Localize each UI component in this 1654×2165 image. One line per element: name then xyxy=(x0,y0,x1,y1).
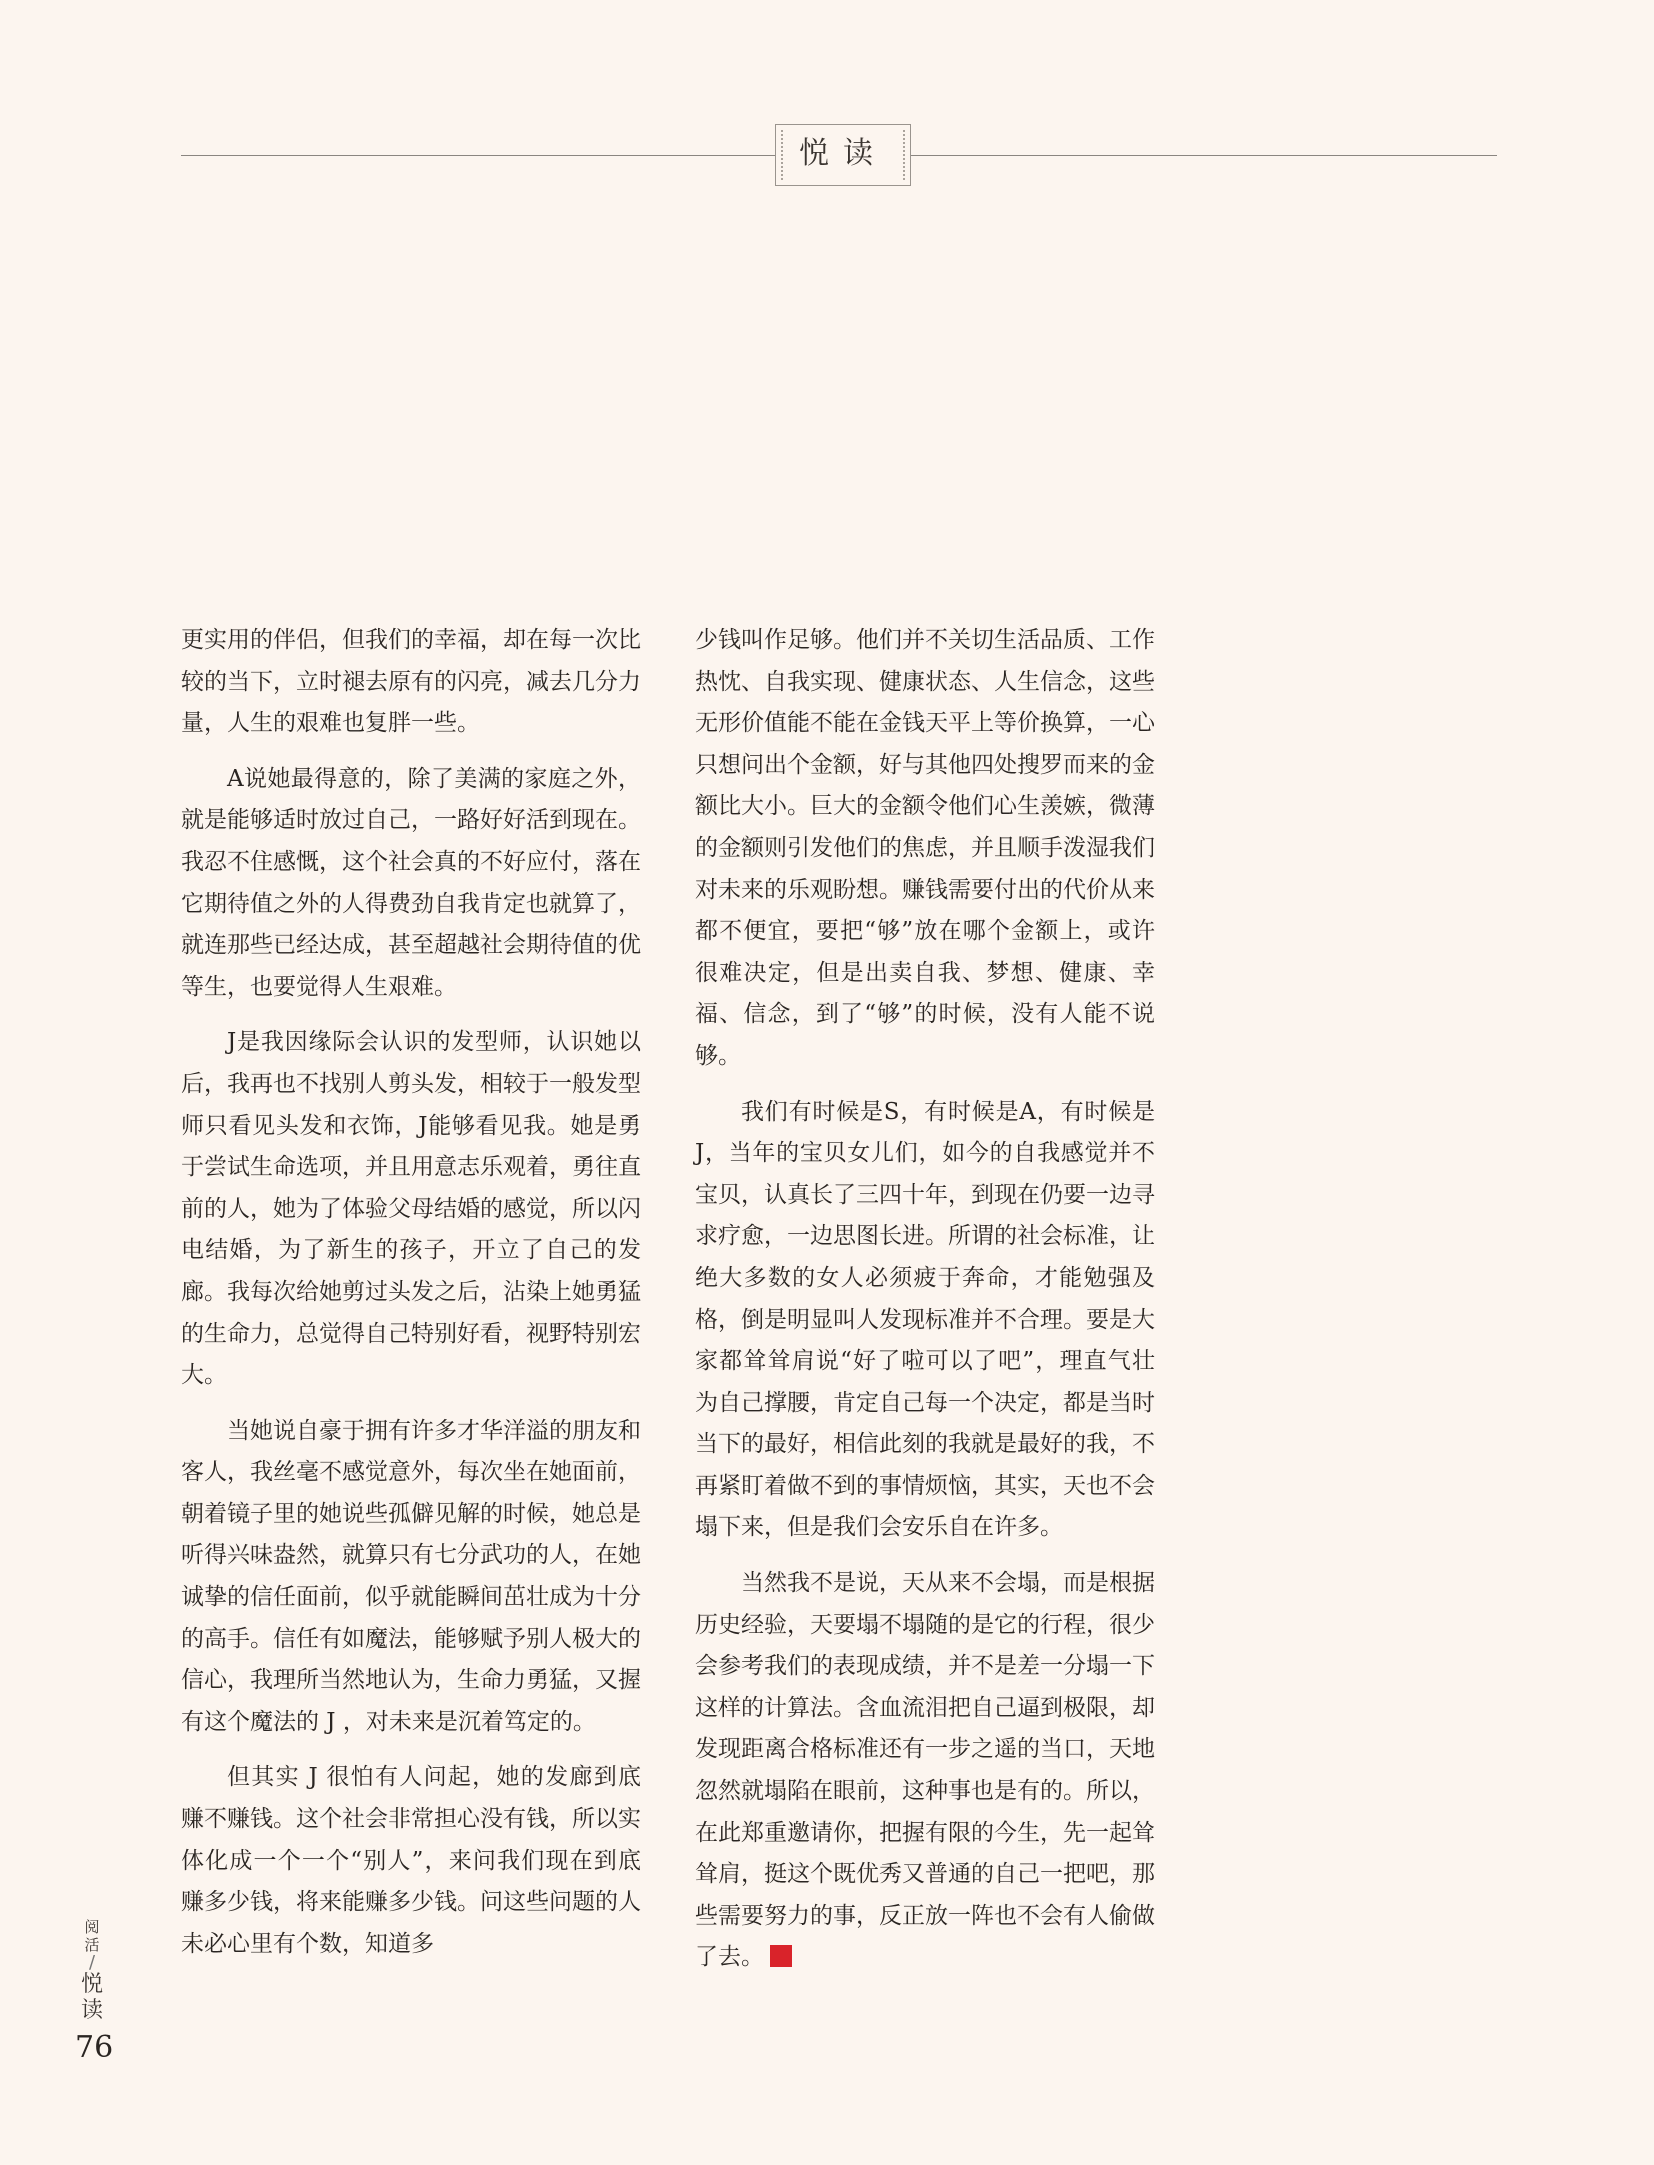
left-text-column xyxy=(181,620,641,1979)
header-rule-right xyxy=(911,155,1497,156)
paragraph-last xyxy=(695,1563,1155,1979)
paragraph: 但其实 J 很怕有人问起，她的发廊到底赚不赚钱。这个社会非常担心没有钱，所以实体化成一个一个“别人”，来问我们现在到底赚多少钱，将来能赚多少钱。问这些问题的人未必心里有个数，知道多 xyxy=(181,1764,641,1957)
section-header-box xyxy=(775,124,911,186)
paragraph: 我们有时候是S，有时候是A，有时候是J，当年的宝贝女儿们，如今的自我感觉并不宝贝，认真长了三四十年，到现在仍要一边寻求疗愈，一边思图长进。所谓的社会标准，让绝大多数的女人必须疲于奔命，才能勉强及格，倒是明显叫人发现标准并不合理。要是大家都耸耸肩说“好了啦可以了吧”，理直气壮为自己撑腰，肯定自己每一个决定，都是当时当下的最好，相信此刻的我就是最好的我，不再紧盯着做不到的事情烦恼，其实，天也不会塌下来，但是我们会安乐自在许多。 xyxy=(695,1098,1155,1541)
footer-section-label xyxy=(80,1918,104,2024)
paragraph: J是我因缘际会认识的发型师，认识她以后，我再也不找别人剪头发，相较于一般发型师只看见头发和衣饰，J能够看见我。她是勇于尝试生命选项，并且用意志乐观着，勇往直前的人，她为了体验父母结婚的感觉，所以闪电结婚，为了新生的孩子，开立了自己的发廊。我每次给她剪过头发之后，沾染上她勇猛的生命力，总觉得自己特别好看，视野特别宏大。 xyxy=(181,1029,641,1389)
section-header-title: 悦读 xyxy=(799,136,887,171)
section-label-divider: / xyxy=(88,1952,96,1973)
end-of-article-mark xyxy=(770,1945,792,1967)
paragraph: 少钱叫作足够。他们并不关切生活品质、工作热忱、自我实现、健康状态、人生信念，这些无形价值能不能在金钱天平上等价换算，一心只想问出个金额，好与其他四处搜罗而来的金额比大小。巨大的金额令他们心生羡嫉，微薄的金额则引发他们的焦虑，并且顺手泼湿我们对未来的乐观盼想。赚钱需要付出的代价从来都不便宜，要把“够”放在哪个金额上，或许很难决定，但是出卖自我、梦想、健康、幸福、信念，到了“够”的时候，没有人能不说够。 xyxy=(695,627,1155,1069)
page-number: 76 xyxy=(75,2030,114,2065)
section-label-top: 阅活 xyxy=(84,1918,100,1954)
paragraph: A说她最得意的，除了美满的家庭之外，就是能够适时放过自己，一路好好活到现在。我忍不住感慨，这个社会真的不好应付，落在它期待值之外的人得费劲自我肯定也就算了，就连那些已经达成，甚至超越社会期待值的优等生，也要觉得人生艰难。 xyxy=(181,765,641,1000)
header-rule-left xyxy=(181,155,775,156)
right-text-column xyxy=(695,620,1155,1993)
paragraph: 更实用的伴侣，但我们的幸福，却在每一次比较的当下，立时褪去原有的闪亮，减去几分力量，人生的艰难也复胖一些。 xyxy=(181,627,641,737)
paragraph-text: 当然我不是说，天从来不会塌，而是根据历史经验，天要塌不塌随的是它的行程，很少会参考我们的表现成绩，并不是差一分塌一下这样的计算法。含血流泪把自己逼到极限，却发现距离合格标准还有一步之遥的当口，天地忽然就塌陷在眼前，这种事也是有的。所以，在此郑重邀请你，把握有限的今生，先一起耸耸肩，挺这个既优秀又普通的自己一把吧，那些需要努力的事，反正放一阵也不会有人偷做了去。 xyxy=(695,1570,1155,1971)
section-label-bottom: 悦读 xyxy=(80,1972,103,2023)
paragraph: 当她说自豪于拥有许多才华洋溢的朋友和客人，我丝毫不感觉意外，每次坐在她面前，朝着镜子里的她说些孤僻见解的时候，她总是听得兴味盎然，就算只有七分武功的人，在她诚挚的信任面前，似乎就能瞬间茁壮成为十分的高手。信任有如魔法，能够赋予别人极大的信心，我理所当然地认为，生命力勇猛，又握有这个魔法的 J ，对未来是沉着笃定的。 xyxy=(181,1417,641,1735)
